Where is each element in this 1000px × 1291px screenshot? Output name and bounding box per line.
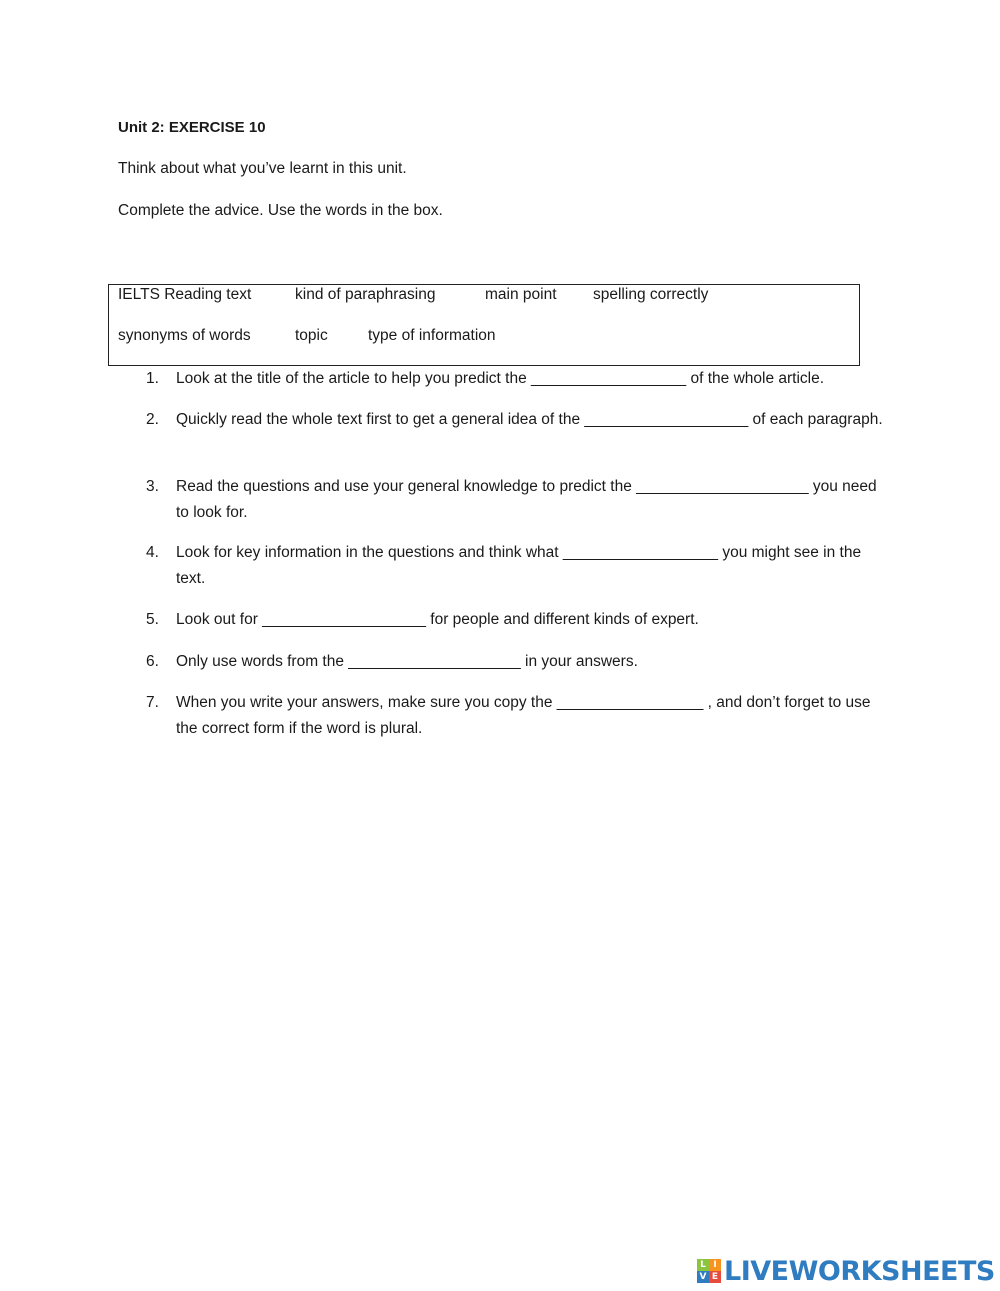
logo-letter: L (697, 1259, 709, 1271)
item-text-after: for people and different kinds of expert. (425, 611, 699, 628)
item-text (176, 407, 886, 433)
instruction-complete: Complete the advice. Use the words in the box. (118, 202, 443, 219)
word-box-item: IELTS Reading text (118, 286, 252, 303)
logo-text: LIVEWORKSHEETS (724, 1255, 995, 1287)
item-text-before: Look out for (176, 611, 263, 628)
item-text-before: Only use words from the (176, 653, 349, 670)
answer-blank[interactable]: ___________________ (262, 611, 426, 628)
item-text-after: you need to look for. (176, 478, 877, 521)
logo-letter: E (709, 1271, 721, 1283)
item-text (176, 607, 886, 633)
word-box-item: main point (485, 286, 557, 303)
item-text-after: , and don’t forget to use the correct form if the word is plural. (176, 694, 871, 737)
answer-blank[interactable]: ____________________ (636, 478, 809, 495)
item-number: 6. (146, 653, 159, 670)
item-text (176, 474, 886, 525)
item-text-before: Look at the title of the article to help you predict the (176, 370, 531, 387)
item-text (176, 366, 886, 392)
answer-blank[interactable]: _________________ (556, 694, 704, 711)
item-number: 2. (146, 411, 159, 428)
item-text (176, 649, 886, 675)
item-text-after: you might see in the text. (176, 544, 862, 587)
answer-blank[interactable]: ___________________ (584, 411, 749, 428)
item-number: 3. (146, 478, 159, 495)
liveworksheets-logo (697, 1254, 995, 1288)
answer-blank[interactable]: ____________________ (348, 653, 521, 670)
word-box (108, 284, 860, 366)
answer-blank[interactable]: __________________ (562, 544, 719, 561)
logo-mark-icon (697, 1259, 721, 1283)
item-text (176, 540, 886, 591)
item-text-before: Read the questions and use your general knowledge to predict the (176, 478, 637, 495)
item-text-before: When you write your answers, make sure you copy the (176, 694, 557, 711)
item-text-before: Look for key information in the questions and think what (176, 544, 563, 561)
item-text-before: Quickly read the whole text first to get a general idea of the (176, 411, 585, 428)
answer-blank[interactable]: __________________ (531, 370, 687, 387)
word-box-item: kind of paraphrasing (295, 286, 436, 303)
item-number: 7. (146, 694, 159, 711)
word-box-item: type of information (368, 327, 496, 344)
item-number: 1. (146, 370, 159, 387)
item-text-after: of the whole article. (686, 370, 825, 387)
logo-letter: I (709, 1259, 721, 1271)
item-number: 5. (146, 611, 159, 628)
word-box-item: synonyms of words (118, 327, 251, 344)
exercise-title: Unit 2: EXERCISE 10 (118, 119, 266, 136)
word-box-item: spelling correctly (593, 286, 709, 303)
logo-letter: V (697, 1271, 709, 1283)
item-number: 4. (146, 544, 159, 561)
instruction-reflect: Think about what you’ve learnt in this unit. (118, 160, 407, 177)
item-text-after: of each paragraph. (748, 411, 883, 428)
item-text (176, 690, 886, 741)
item-text-after: in your answers. (520, 653, 638, 670)
word-box-item: topic (295, 327, 328, 344)
